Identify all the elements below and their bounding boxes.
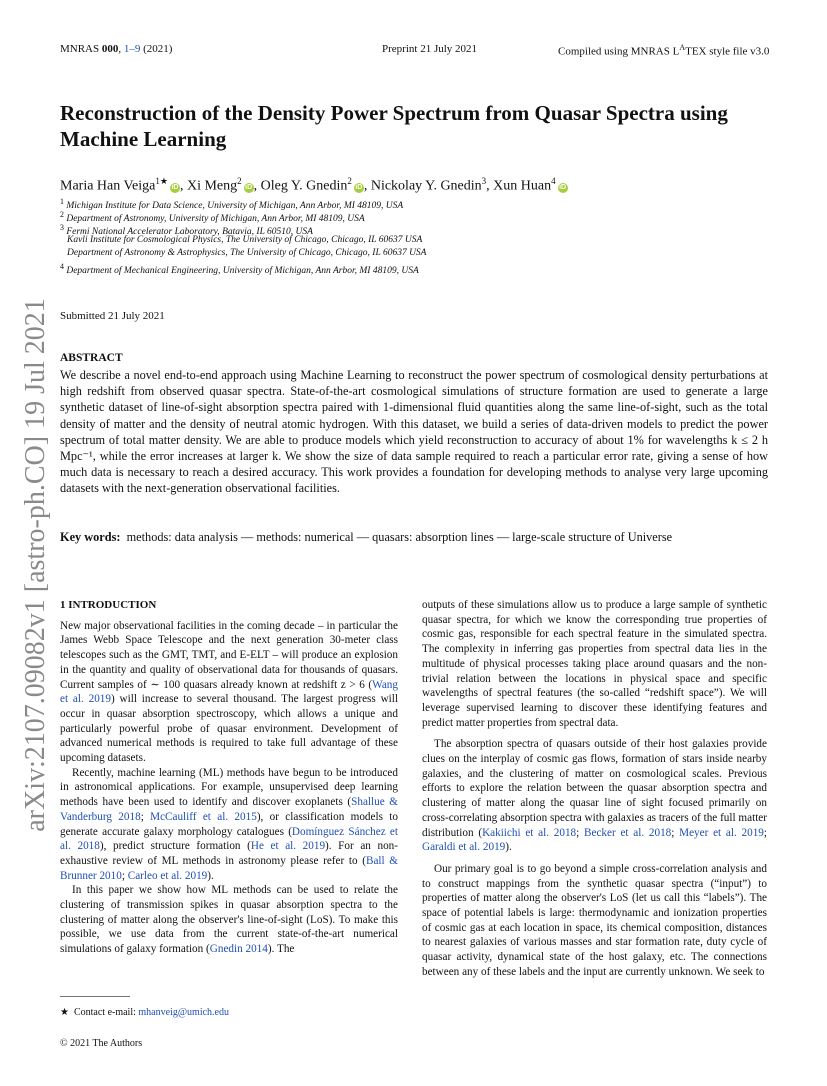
paragraph: The absorption spectra of quasars outside of their host galaxies provide clues on the interplay of cosmic gas flows, formation of stars inside nearby galaxies, and the clustering of matter on cosmological scales. Previous efforts to explore the relation between the quasar absorption spectra and clustering of matter along the quasar line of sight focused primarily on cross-correlating absorption spectra with galaxies as tracers of the full matter distribution (Kakiichi et al. 2018; Becker et al. 2018; Meyer et al. 2019; Garaldi et al. 2019). bbox=[422, 738, 767, 854]
author-list: Maria Han Veiga$^{1★}$iD , Xi Meng$^2$iD , Oleg Y. Gnedin$^2$iD , Nickolay Y. Gnedin$^3$, Xun Huan$^4$iD bbox=[60, 176, 567, 194]
affiliation: Department of Astronomy & Astrophysics, The University of Chicago, Chicago, IL 60637 USA bbox=[67, 248, 427, 258]
journal-header: MNRAS 000, 1–9 (2021) bbox=[60, 43, 173, 55]
orcid-icon[interactable]: iD bbox=[559, 183, 567, 191]
author-name: Nickolay Y. Gnedin bbox=[370, 178, 482, 194]
paragraph: New major observational facilities in the coming decade – in particular the James Webb Space Telescope and the next generation 30-meter class telescopes such as the GMT, TMT, and E-ELT – will produce an explosion in the quantity and quality of observational data for thousands of quasars. Current samples of ∼ 100 quasars already known at redshift z > 6 (Wang et al. 2019) will increase to several thousand. The largest progress will occur in quasar absorption spectroscopy, which allows a unique and particularly powerful probe of quasar environment. Development of advanced numerical methods is required to take full advantage of these upcoming datasets. bbox=[60, 619, 398, 765]
abstract-heading: ABSTRACT bbox=[60, 352, 123, 364]
citation-link[interactable]: McCauliff et al. 2015 bbox=[150, 810, 257, 823]
paper-title: Reconstruction of the Density Power Spectrum from Quasar Spectra using Machine Learning bbox=[60, 101, 728, 151]
affiliation: $^2$ Department of Astronomy, University of Michigan, Ann Arbor, MI 48109, USA bbox=[60, 210, 365, 225]
orcid-icon[interactable]: iD bbox=[355, 183, 363, 191]
citation-link[interactable]: Carleo et al. 2019 bbox=[127, 869, 208, 882]
paragraph: outputs of these simulations allow us to produce a large sample of synthetic quasar spectra, for which we know the corresponding true properties of cosmic gas, responsible for each spectral feature in the simulated spectra. The complexity in inferring gas properties from spectral data lies in the multitude of physical processes taking place around quasars and the non-trivial relation between the locations in physical space and specific wavelengths of spectral features (the so-called “redshift space”). We will leverage supervised learning to discover these identifying features and predict matter properties from spectral data. bbox=[422, 599, 767, 729]
compiled-note: Compiled using MNRAS $L^ATEX$ style file v3.0 bbox=[558, 43, 770, 58]
keywords bbox=[60, 530, 768, 545]
citation-link[interactable]: Domínguez Sánchez et al. 2018 bbox=[60, 825, 398, 853]
pages-link[interactable]: 1–9 bbox=[123, 43, 141, 55]
affiliation: $^4$ Department of Mechanical Engineering, University of Michigan, Ann Arbor, MI 48109, USA bbox=[60, 262, 419, 277]
citation-link[interactable]: Shallue & Vanderburg 2018 bbox=[60, 796, 398, 823]
author-name: Oleg Y. Gnedin bbox=[260, 178, 348, 194]
citation-link[interactable]: Becker et al. 2018 bbox=[584, 826, 672, 839]
section-heading: 1 INTRODUCTION bbox=[60, 599, 157, 611]
preprint-date: Preprint 21 July 2021 bbox=[382, 43, 478, 55]
paragraph: In this paper we show how ML methods can be used to relate the clustering of transmission spikes in quasar absorption spectra to the clustering of matter along the observer's line-of-sight (LoS). To make this possible, we use data from the current state-of-the-art numerical simulations of galaxy formation (Gnedin 2014). The bbox=[60, 884, 398, 956]
citation-link[interactable]: Wang et al. 2019 bbox=[60, 678, 398, 706]
citation-link[interactable]: Garaldi et al. 2019 bbox=[422, 841, 506, 854]
citation-link[interactable]: Gnedin 2014 bbox=[209, 943, 268, 956]
orcid-icon[interactable]: iD bbox=[171, 183, 179, 191]
citation-link[interactable]: Meyer et al. 2019 bbox=[679, 826, 764, 839]
right-column bbox=[422, 598, 767, 980]
citation-link[interactable]: Ball & Brunner 2010 bbox=[60, 854, 398, 882]
arxiv-stamp: arXiv:2107.09082v1 [astro-ph.CO] 19 Jul 2021 bbox=[20, 298, 52, 832]
author-name: Maria Han Veiga bbox=[60, 178, 156, 194]
orcid-icon[interactable]: iD bbox=[245, 183, 253, 191]
copyright: © 2021 The Authors bbox=[60, 1038, 143, 1049]
keywords-text: methods: data analysis — methods: numerical — quasars: absorption lines — large-scale structure of Universe bbox=[126, 530, 673, 544]
author-name: Xun Huan bbox=[493, 178, 552, 194]
email-link[interactable]: mhanveig@umich.edu bbox=[138, 1007, 229, 1018]
affiliation: $^1$ Michigan Institute for Data Science, University of Michigan, Ann Arbor, MI 48109, USA bbox=[60, 197, 404, 212]
keywords-label: Key words: bbox=[60, 530, 121, 544]
affiliation: $^3$ Fermi National Accelerator Laboratory, Batavia, IL 60510, USA bbox=[60, 223, 313, 238]
author-name: Xi Meng bbox=[186, 178, 238, 194]
affiliation: Kavli Institute for Cosmological Physics, The University of Chicago, Chicago, IL 60637 USA bbox=[67, 235, 423, 245]
left-column bbox=[60, 598, 398, 957]
citation-link[interactable]: Kakiichi et al. 2018 bbox=[482, 826, 577, 839]
submitted-date: Submitted 21 July 2021 bbox=[60, 310, 165, 322]
citation-link[interactable]: He et al. 2019 bbox=[250, 840, 326, 853]
paragraph: Recently, machine learning (ML) methods have begun to be introduced in astronomical applications. For example, unsupervised deep learning methods have been used to identify and discover exoplanets (Shallue & Vanderburg 2018; McCauliff et al. 2015), or classification models to generate accurate galaxy morphology catalogues (Domínguez Sánchez et al. 2018), predict structure formation (He et al. 2019). For an non-exhaustive review of ML methods in astronomy please refer to (Ball & Brunner 2010; Carleo et al. 2019). bbox=[60, 766, 398, 882]
paragraph: Our primary goal is to go beyond a simple cross-correlation analysis and to construct mappings from the synthetic quasar spectra (“input”) to properties of matter along the observer's LoS (let us call this “labels”). The space of potential labels is large: thermodynamic and ionization properties of cosmic gas at each location in space, its chemical composition, distances to nearest galaxies of various masses and star formation rate, duty cycle of quasar activity, dynamical state of the host galaxy, etc. The connections between any of these labels and the input are currently unknown. We seek to bbox=[422, 862, 767, 978]
footnote: ★ Contact e-mail: mhanveig@umich.edu bbox=[60, 1007, 229, 1018]
abstract-text: We describe a novel end-to-end approach using Machine Learning to reconstruct the power spectrum of cosmological density perturbations at high redshift from observed quasar spectra. State-of-the-art cosmological simulations of structure formation are used to generate a large synthetic dataset of line-of-sight absorption spectra paired with 1-dimensional fluid quantities along the same line-of-sight, such as the total density of matter and the density of neutral atomic hydrogen. With this dataset, we build a series of data-driven models to predict the power spectrum of total matter density. We are able to produce models which yield reconstruction to accuracy of about 1% for wavelengths k ≤ 2 h Mpc⁻¹, while the error increases at larger k. We show the size of data sample required to reach a particular error rate, giving a sense of how much data is necessary to reach a desired accuracy. This work provides a foundation for developing methods to analyse very large upcoming datasets with the next-generation observational facilities. bbox=[60, 368, 768, 496]
footnote-rule bbox=[60, 996, 130, 997]
